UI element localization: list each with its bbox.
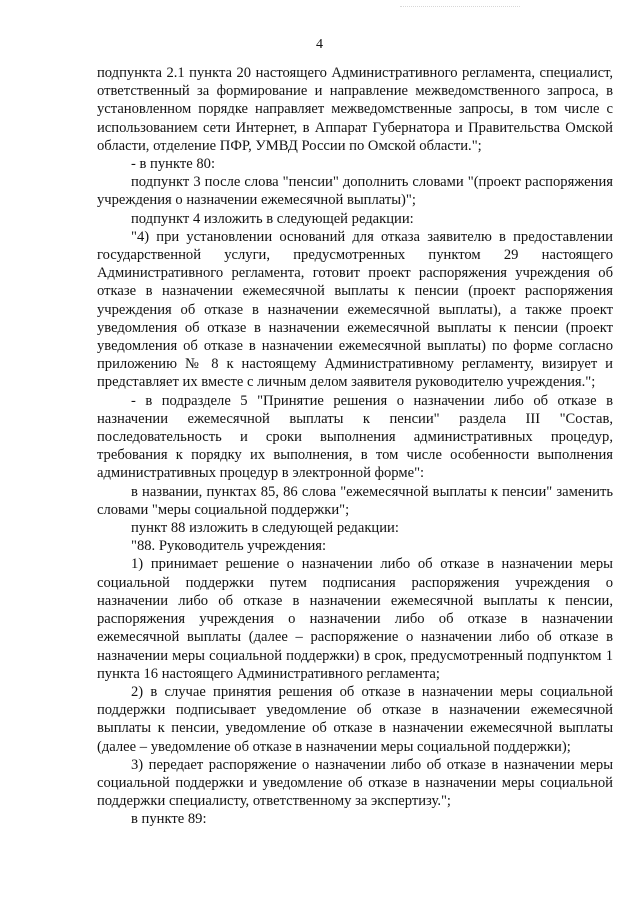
paragraph: 3) передает распоряжение о назначении либо об отказе в назначении меры социальной поддержки и уведомление об отказе в назначении меры социальной поддержки специалисту, ответственному за экспертизу."; [97,756,613,810]
paragraph: 1) принимает решение о назначении либо об отказе в назначении меры социальной поддержки путем подписания распоряжения учреждения о назначении либо об отказе в назначении ежемесячной выплаты к пенсии, распоряжения учреждения о назначении либо об отказе в назначении ежемесячной выплаты (далее – распоряжение о назначении либо об отказе в назначении меры социальной поддержки) в срок, предусмотренный подпунктом 1 пункта 16 настоящего Административного регламента; [97,556,613,682]
paragraph: подпункта 2.1 пункта 20 настоящего Административного регламента, специалист, ответственный за формирование и направление межведомственного запроса, в установленном порядке направляет межведомственные запросы, в том числе с использованием сети Интернет, в Аппарат Губернатора и Правительства Омской области, отделение ПФР, УМВД России по Омской области."; [97,65,613,154]
scan-artifact [400,6,520,9]
paragraph: "4) при установлении оснований для отказа заявителю в предоставлении государственной услуги, предусмотренных пунктом 29 настоящего Административного регламента, готовит проект распоряжения учреждения об отказе в назначении ежемесячной выплаты к пенсии (проект распоряжения учреждения об отказе в назначении ежемесячной выплаты), а также проект уведомления об отказе в назначении ежемесячной выплаты к пенсии (проект уведомления об отказе в назначении ежемесячной выплаты) по форме согласно приложению № 8 к настоящему Административному регламенту, визирует и представляет их вместе с личным делом заявителя руководителю учреждения."; [97,228,613,391]
paragraph: - в подразделе 5 "Принятие решения о назначении либо об отказе в назначении ежемесячной выплаты к пенсии" раздела III "Состав, последовательность и сроки выполнения административных процедур, требования к порядку их выполнения, в том числе особенности выполнения административных процедур в электронной форме": [97,392,613,482]
document-body [97,64,613,829]
paragraph: 2) в случае принятия решения об отказе в назначении меры социальной поддержки подписывает уведомление об отказе в назначении ежемесячной выплаты к пенсии, уведомление об отказе в назначении ежемесячной выплаты (далее – уведомление об отказе в назначении меры социальной поддержки); [97,683,613,755]
page-number: 4 [316,37,323,52]
paragraph: пункт 88 изложить в следующей редакции: [131,520,399,537]
paragraph: "88. Руководитель учреждения: [131,538,327,555]
paragraph: - в пункте 80: [131,156,216,173]
paragraph: подпункт 3 после слова "пенсии" дополнить словами "(проект распоряжения учреждения о назначении ежемесячной выплаты)"; [97,174,613,209]
paragraph: в названии, пунктах 85, 86 слова "ежемесячной выплаты к пенсии" заменить словами "меры социальной поддержки"; [97,483,613,518]
paragraph: в пункте 89: [131,811,207,828]
paragraph: подпункт 4 изложить в следующей редакции: [131,210,414,227]
